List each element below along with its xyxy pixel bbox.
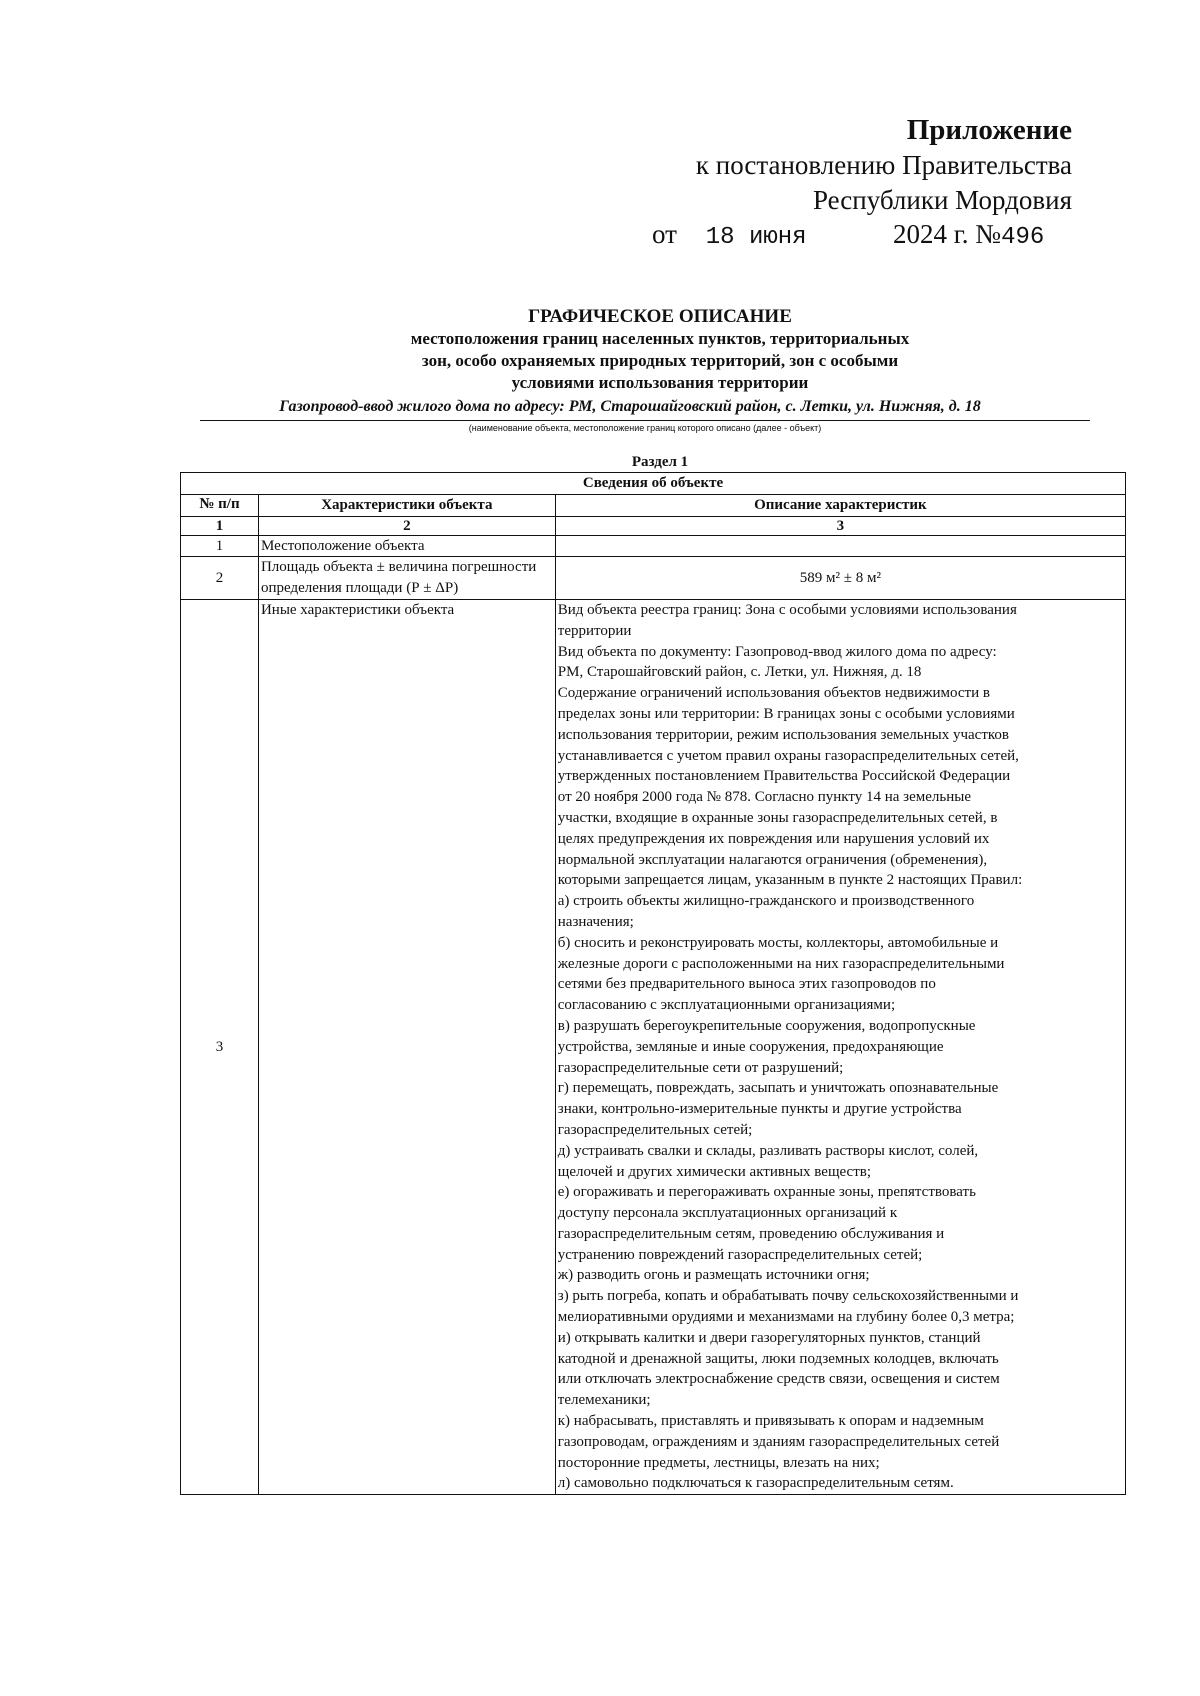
description-line: щелочей и других химически активных веществ; xyxy=(557,1163,872,1180)
description-line: Вид объекта по документу: Газопровод-ввод жилого дома по адресу: xyxy=(557,643,997,660)
description-line: газораспределительные сети от разрушений; xyxy=(557,1059,844,1076)
row-number: 2 xyxy=(181,557,259,600)
column-number-1: 1 xyxy=(181,516,259,535)
description-line: или отключать электроснабжение средств связи, освещения и систем xyxy=(557,1371,1000,1388)
description-line: и) открывать калитки и двери газорегуляторных пунктов, станций xyxy=(557,1329,981,1346)
heading-subtitle-3: условиями использования территории xyxy=(511,373,809,392)
description-line: которыми запрещается лицам, указанным в пункте 2 настоящих Правил: xyxy=(557,872,1023,889)
row-description xyxy=(555,599,1125,1494)
description-line: железные дороги с расположенными на них газораспределительными xyxy=(557,955,1005,972)
description-line: е) огораживать и перегораживать охранные зоны, препятствовать xyxy=(557,1184,976,1201)
row-number: 3 xyxy=(181,599,259,1494)
appendix-line-1: к постановлению Правительства xyxy=(695,150,1072,180)
document-heading xyxy=(180,305,1140,394)
table-row xyxy=(181,557,1126,600)
description-line: устройства, земляные и иные сооружения, предохраняющие xyxy=(557,1038,944,1055)
description-line: Вид объекта реестра границ: Зона с особыми условиями использования xyxy=(557,601,1017,618)
description-line: доступу персонала эксплуатационных организаций к xyxy=(557,1205,898,1222)
row-characteristic: Местоположение объекта xyxy=(258,535,555,557)
section-title: Раздел 1 xyxy=(631,454,689,470)
object-caption: (наименование объекта, местоположение границ которого описано (далее - объект) xyxy=(468,423,822,433)
description-line: газораспределительных сетей; xyxy=(557,1121,753,1138)
description-line: пределах зоны или территории: В границах зоны с особыми условиями xyxy=(557,705,1015,722)
row-characteristic: Иные характеристики объекта xyxy=(258,599,555,1494)
header-number: № п/п xyxy=(181,494,259,516)
date-year: 2024 г. № xyxy=(893,219,1002,249)
description-line: назначения; xyxy=(557,913,634,930)
date-prefix: от xyxy=(652,219,677,249)
row-description xyxy=(555,535,1125,557)
description-line: мелиоративными орудиями и механизмами на глубину более 0,3 метра; xyxy=(557,1309,1015,1326)
description-line: использования территории, режим использования земельных участков xyxy=(557,726,1009,743)
description-line: утвержденных постановлением Правительства Российской Федерации xyxy=(557,768,1011,785)
description-line: согласованию с эксплуатационными организациями; xyxy=(557,997,896,1014)
object-info-table xyxy=(180,472,1126,1495)
heading-title: ГРАФИЧЕСКОЕ ОПИСАНИЕ xyxy=(528,306,792,327)
description-line: РМ, Старошайговский район, с. Летки, ул. Нижняя, д. 18 xyxy=(557,664,922,681)
column-number-2: 2 xyxy=(258,516,555,535)
description-line: нормальной эксплуатации налагаются ограничения (обременения), xyxy=(557,851,988,868)
appendix-line-2: Республики Мордовия xyxy=(812,185,1072,215)
column-number-row xyxy=(181,516,1126,535)
description-line: сетями без предварительного выноса этих газопроводов по xyxy=(557,976,936,993)
description-line: газораспределительным сетям, проведению обслуживания и xyxy=(557,1225,945,1242)
description-line: телемеханики; xyxy=(557,1392,651,1409)
description-line: катодной и дренажной защиты, люки подземных колодцев, включать xyxy=(557,1350,999,1367)
description-line: з) рыть погреба, копать и обрабатывать почву сельскохозяйственными и xyxy=(557,1288,1019,1305)
date-number: 496 xyxy=(1001,224,1045,251)
column-number-3: 3 xyxy=(555,516,1125,535)
row-characteristic: Площадь объекта ± величина погрешности определения площади (Р ± ΔР) xyxy=(258,557,555,600)
description-line: целях предупреждения их повреждения или нарушения условий их xyxy=(557,830,990,847)
description-line: г) перемещать, повреждать, засыпать и уничтожать опознавательные xyxy=(557,1080,999,1097)
table-title-row xyxy=(181,473,1126,495)
table-header-row xyxy=(181,494,1126,516)
description-line: д) устраивать свалки и склады, разливать растворы кислот, солей, xyxy=(557,1142,979,1159)
table-title: Сведения об объекте xyxy=(181,473,1126,495)
appendix-block xyxy=(652,112,1072,251)
header-characteristic: Характеристики объекта xyxy=(258,494,555,516)
description-line: Содержание ограничений использования объектов недвижимости в xyxy=(557,685,990,702)
heading-subtitle-1: местоположения границ населенных пунктов, территориальных xyxy=(410,329,910,348)
description-line: к) набрасывать, приставлять и привязывать к опорам и надземным xyxy=(557,1413,984,1430)
description-line: л) самовольно подключаться к газораспределительным сетям. xyxy=(557,1475,954,1492)
description-line: знаки, контрольно-измерительные пункты и другие устройства xyxy=(557,1101,962,1118)
description-line: б) сносить и реконструировать мосты, коллекторы, автомобильные и xyxy=(557,934,999,951)
description-line: территории xyxy=(557,622,632,639)
description-line: от 20 ноября 2000 года № 878. Согласно пункту 14 на земельные xyxy=(557,789,971,806)
description-line: в) разрушать берегоукрепительные сооружения, водопропускные xyxy=(557,1017,976,1034)
description-line: а) строить объекты жилищно-гражданского и производственного xyxy=(557,893,975,910)
table-row xyxy=(181,599,1126,1494)
object-name-rule xyxy=(200,420,1090,421)
row-number: 1 xyxy=(181,535,259,557)
object-name: Газопровод-ввод жилого дома по адресу: РМ, Старошайговский район, с. Летки, ул. Нижняя, д. 18 xyxy=(279,398,981,415)
description-line: посторонние предметы, лестницы, влезать на них; xyxy=(557,1454,880,1471)
date-day: 18 июня xyxy=(705,224,807,251)
description-line: газопроводам, ограждениям и зданиям газораспределительных сетей xyxy=(557,1433,1000,1450)
heading-subtitle-2: зон, особо охраняемых природных территорий, зон с особыми xyxy=(421,351,899,370)
description-line: участки, входящие в охранные зоны газораспределительных сетей, в xyxy=(557,809,998,826)
description-line: устранению повреждений газораспределительных сетей; xyxy=(557,1246,923,1263)
table-row xyxy=(181,535,1126,557)
appendix-date xyxy=(652,217,1072,255)
description-line: устанавливается с учетом правил охраны газораспределительных сетей, xyxy=(557,747,1019,764)
row-description: 589 м² ± 8 м² xyxy=(555,557,1125,600)
description-line: ж) разводить огонь и размещать источники огня; xyxy=(557,1267,870,1284)
appendix-title: Приложение xyxy=(906,114,1072,146)
header-description: Описание характеристик xyxy=(555,494,1125,516)
